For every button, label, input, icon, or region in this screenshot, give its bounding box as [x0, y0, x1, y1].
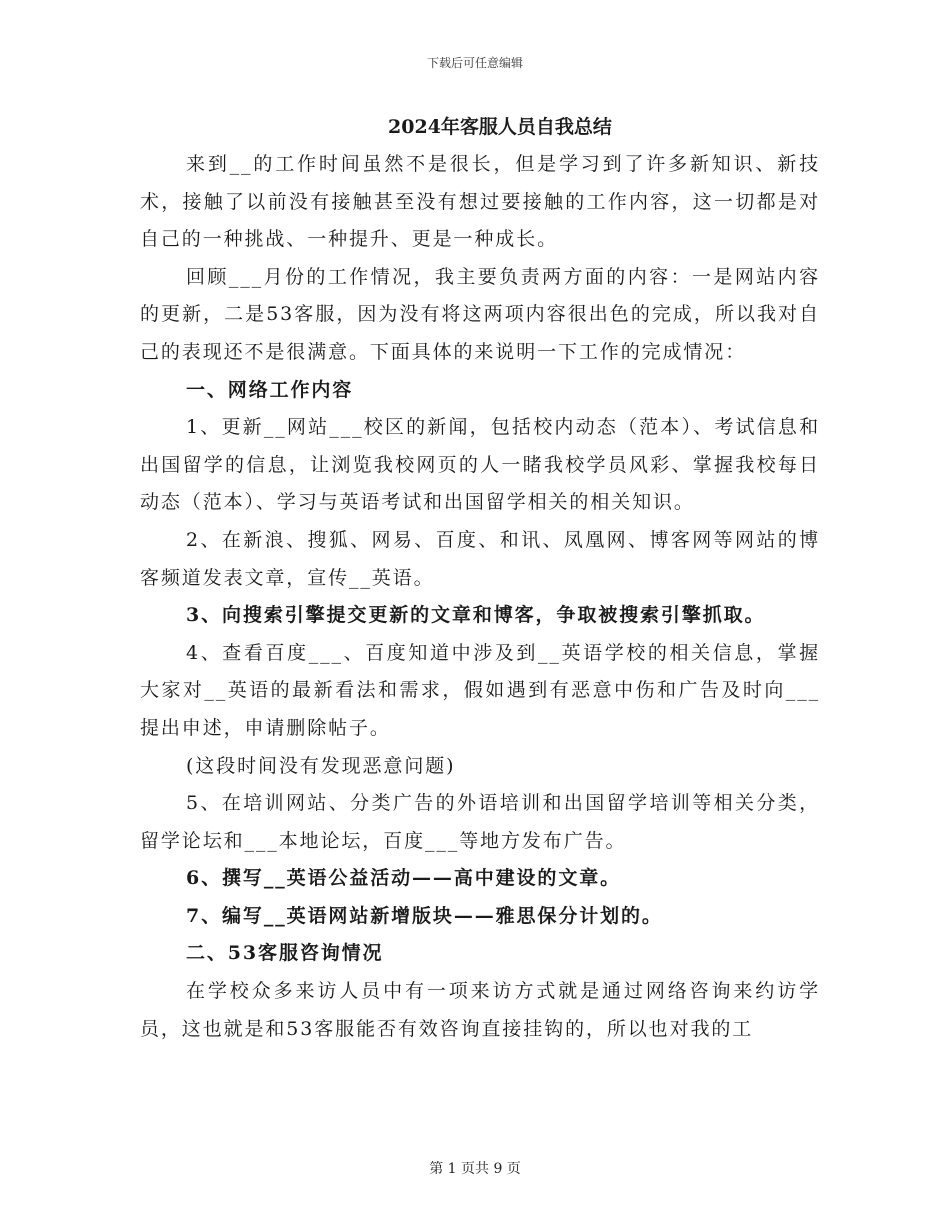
list-item-7: 7、编写__英语网站新增版块——雅思保分计划的。 — [186, 904, 663, 927]
list-item-1: 1、更新__网站___校区的新闻，包括校内动态（范本）、考试信息和出国留学的信息，让浏览我校网页的人一睹我校学员风彩、掌握我校每日动态（范本）、学习与英语考试和出国留学相关的相关知识。 — [140, 416, 820, 514]
page-footer: 第 1 页共 9 页 — [429, 1161, 521, 1177]
paragraph-53kf: 在学校众多来访人员中有一项来访方式就是通过网络咨询来约访学员，这也就是和53客服能否有效咨询直接挂钩的，所以也对我的工 — [140, 980, 820, 1040]
list-item-6: 6、撰写__英语公益活动——高中建设的文章。 — [186, 867, 622, 890]
section-heading-network: 一、网络工作内容 — [186, 378, 354, 401]
paragraph-review: 回顾___月份的工作情况，我主要负责两方面的内容：一是网站内容的更新，二是53客服，因为没有将这两项内容很出色的完成，所以我对自己的表现还不是很满意。下面具体的来说明一下工作的完成情况： — [140, 265, 820, 363]
list-item-5: 5、在培训网站、分类广告的外语培训和出国留学培训等相关分类，留学论坛和___本地论坛，百度___等地方发布广告。 — [140, 792, 820, 852]
note-paragraph: (这段时间没有发现恶意问题) — [186, 754, 456, 777]
list-item-4: 4、查看百度___、百度知道中涉及到__英语学校的相关信息，掌握大家对__英语的最新看法和需求，假如遇到有恶意中伤和广告及时向___提出申述，申请删除帖子。 — [140, 641, 820, 739]
document-title: 2024年客服人员自我总结 — [388, 116, 612, 138]
page-header: 下载后可任意编辑 — [426, 56, 523, 70]
document-body — [140, 108, 820, 1048]
list-item-3: 3、向搜索引擎提交更新的文章和博客，争取被搜索引擎抓取。 — [186, 604, 766, 627]
section-heading-53kf: 二、53客服咨询情况 — [186, 942, 384, 965]
list-item-2: 2、在新浪、搜狐、网易、百度、和讯、凤凰网、博客网等网站的博客频道发表文章，宣传__英语。 — [140, 528, 820, 589]
paragraph-intro: 来到__的工作时间虽然不是很长，但是学习到了许多新知识、新技术，接触了以前没有接触甚至没有想过要接触的工作内容，这一切都是对自己的一种挑战、一种提升、更是一种成长。 — [140, 153, 820, 251]
